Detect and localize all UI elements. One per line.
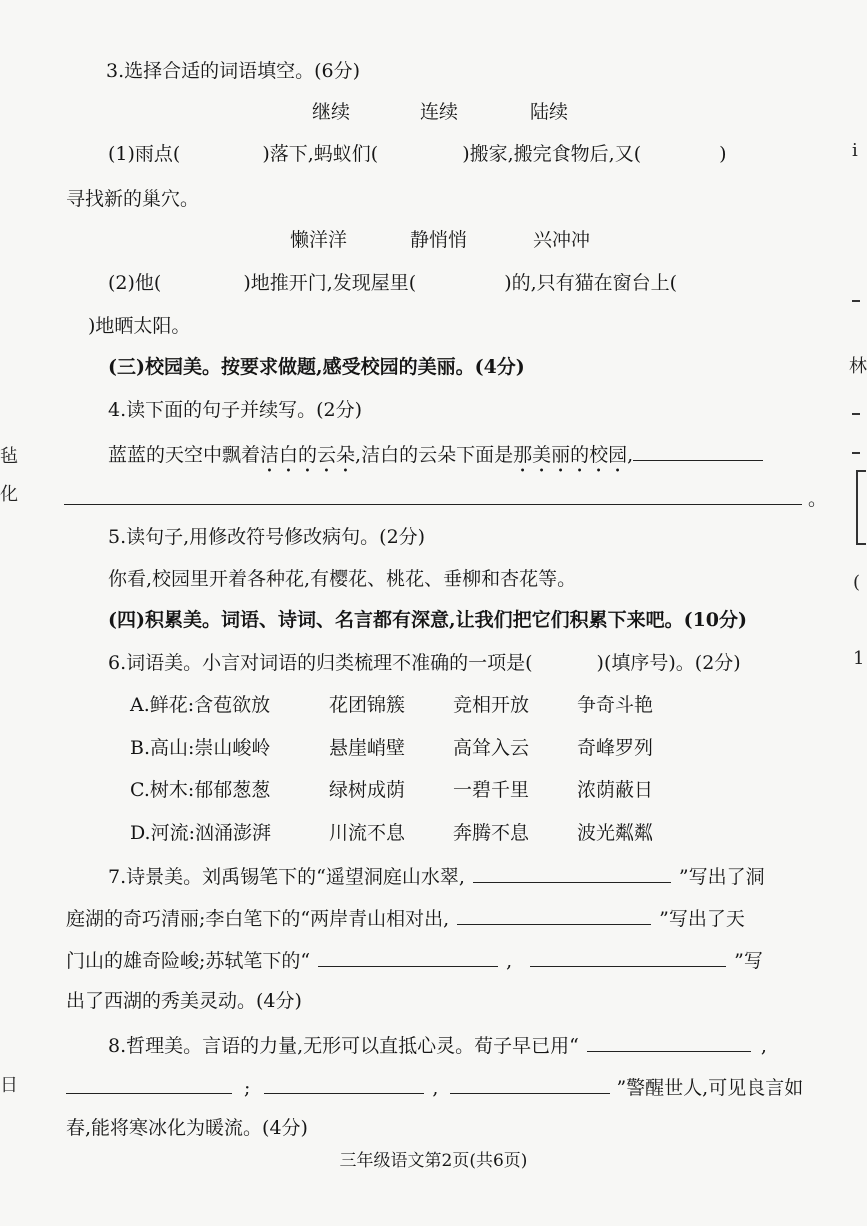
option-c-label: C.树木:郁郁葱葱 [130,779,271,801]
q8-text: , [760,1035,767,1057]
q7-text: ”写出了洞 [678,866,765,888]
edge-fragment-right: 林 [849,356,867,377]
q3-sentence-2 [108,270,677,296]
edge-fragment-left: 毡 [0,446,18,467]
answer-line[interactable] [450,1073,610,1094]
answer-line[interactable] [66,1073,232,1094]
q3-sentence-1 [108,141,727,167]
option-b-word: 奇峰罗列 [577,737,654,759]
q7-text: 门山的雄奇险峻;苏轼笔下的“ [66,950,311,972]
q3-s2-text: )的,只有猫在窗台上( [504,272,678,294]
q3-s2-text: )地推开门,发现屋里( [243,272,417,294]
q5-sentence: 你看,校园里开着各种花,有樱花、桃花、垂柳和杏花等。 [108,568,577,590]
answer-line[interactable] [473,862,671,883]
option-c-word: 一碧千里 [453,779,530,801]
edge-mark [856,470,866,472]
q3-s1-text: (1)雨点( [108,143,181,165]
q4-text: , [627,444,634,466]
edge-mark [852,452,860,454]
q3-sentence-1-cont: 寻找新的巢穴。 [66,188,200,210]
option-c-word: 浓荫蔽日 [577,779,654,801]
q7-line-4: 出了西湖的秀美灵动。(4分) [66,990,302,1012]
option-a-word: 争奇斗艳 [577,694,654,716]
option-d-word: 奔腾不息 [453,822,530,844]
q4-text: 蓝蓝的天空中飘着 [108,444,261,466]
edge-fragment-right: i [852,140,858,161]
edge-fragment-left: 日 [0,1075,18,1096]
word-option: 陆续 [530,101,569,123]
q4-answer-row [64,484,827,512]
section-4-heading: (四)积累美。词语、诗词、名言都有深意,让我们把它们积累下来吧。(10分) [108,609,748,631]
q3-s2-text: (2)他( [108,272,162,294]
option-b-word: 悬崖峭壁 [329,737,406,759]
q4-emphasis: 洁白的云朵 [260,444,356,466]
q6-heading [108,650,741,676]
word-option: 连续 [420,101,459,123]
answer-line[interactable] [530,946,726,967]
option-a-word: 花团锦簇 [329,694,406,716]
option-d-word: 波光粼粼 [577,822,654,844]
word-option: 兴冲冲 [533,229,591,251]
q8-line-1 [108,1031,767,1059]
edge-mark [856,543,866,545]
q4-heading: 4.读下面的句子并续写。(2分) [108,399,363,421]
q6-text: )(填序号)。(2分) [596,652,741,674]
page-footer: 三年级语文第2页(共6页) [339,1151,528,1171]
q8-line-3: 春,能将寒冰化为暖流。(4分) [66,1117,308,1139]
q3-s1-text: ) [719,143,727,165]
q8-text: 8.哲理美。言语的力量,无形可以直抵心灵。荀子早已用“ [108,1035,579,1057]
q4-text: ,洁白的云朵下面是 [355,444,514,466]
q4-end: 。 [808,488,828,510]
q7-text: ”写出了天 [659,908,745,930]
edge-fragment-right: 1 [853,648,865,669]
word-option: 懒洋洋 [290,229,348,251]
word-option: 静悄悄 [410,229,468,251]
q4-sentence [108,440,763,477]
word-option: 继续 [312,101,351,123]
edge-mark [856,470,858,545]
option-b-label: B.高山:崇山峻岭 [130,737,271,759]
q7-text: 庭湖的奇巧清丽;李白笔下的“两岸青山相对出, [66,908,450,930]
q7-line-1 [108,862,765,890]
q3-heading: 3.选择合适的词语填空。(6分) [106,60,361,82]
answer-line[interactable] [633,440,763,461]
q8-text: ; [244,1077,251,1099]
option-b-word: 高耸入云 [453,737,530,759]
edge-fragment-left: 化 [0,484,18,505]
q3-s1-text: )搬家,搬完食物后,又( [462,143,642,165]
option-d-word: 川流不息 [329,822,406,844]
q8-text: , [432,1077,439,1099]
q3-s1-text: )落下,蚂蚁们( [262,143,379,165]
q3-sentence-2-cont: )地晒太阳。 [88,315,191,337]
edge-fragment-right: ( [853,572,861,593]
q6-text: 6.词语美。小言对词语的归类梳理不准确的一项是( [108,652,533,674]
option-a-word: 竞相开放 [453,694,530,716]
answer-line[interactable] [457,904,651,925]
option-d-label: D.河流:汹涌澎湃 [130,822,271,844]
section-3-heading: (三)校园美。按要求做题,感受校园的美丽。(4分) [108,356,525,378]
answer-line[interactable] [64,484,802,505]
answer-line[interactable] [318,946,498,967]
q8-line-2 [66,1073,803,1101]
q7-line-3 [66,946,763,974]
q7-text: 7.诗景美。刘禹锡笔下的“遥望洞庭山水翠, [108,866,465,888]
edge-mark [852,300,860,302]
answer-line[interactable] [587,1031,751,1052]
q8-text: ”警醒世人,可见良言如 [616,1077,804,1099]
option-c-word: 绿树成荫 [329,779,406,801]
q7-text: , [506,950,513,972]
q4-emphasis: 那美丽的校园 [513,444,628,466]
answer-line[interactable] [264,1073,424,1094]
q7-line-2 [66,904,745,932]
q7-text: ”写 [734,950,763,972]
q5-heading: 5.读句子,用修改符号修改病句。(2分) [108,526,426,548]
option-a-label: A.鲜花:含苞欲放 [130,694,271,716]
edge-mark [852,413,860,415]
